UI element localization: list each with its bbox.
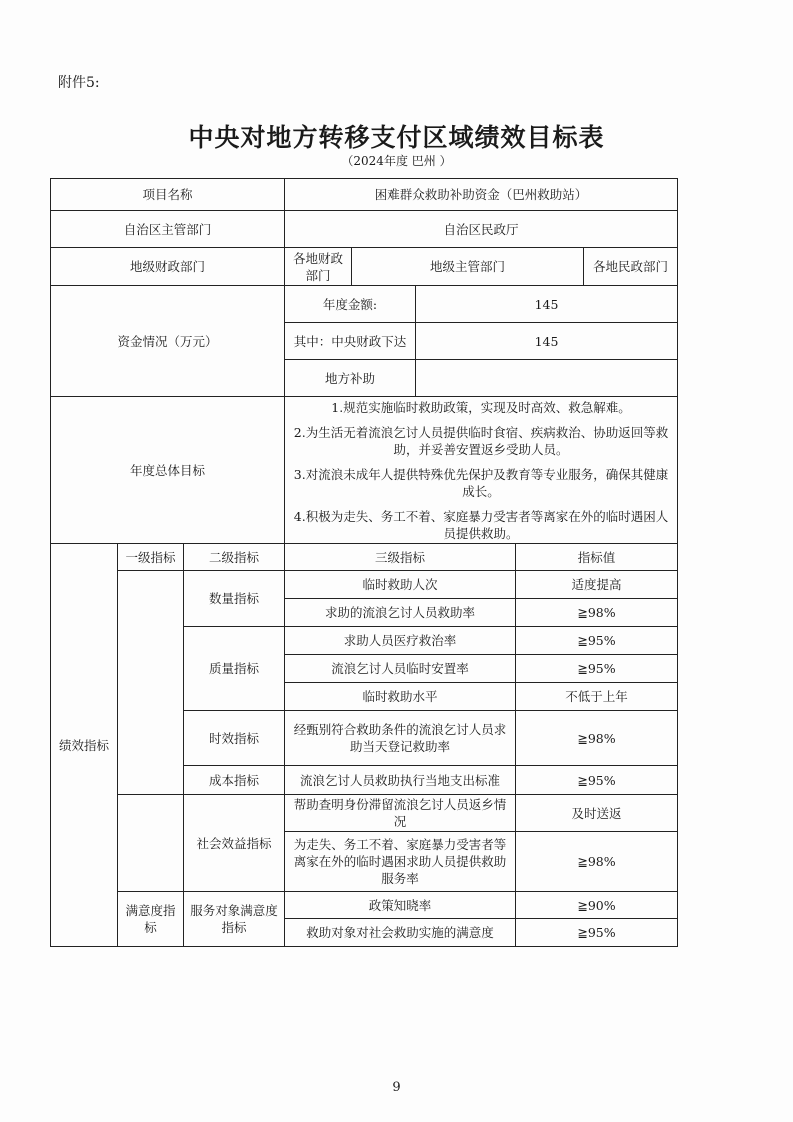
local-finance-label: 地级财政部门 [51, 248, 285, 286]
annual-amount-value: 145 [416, 286, 678, 323]
dept-value: 自治区民政厅 [285, 211, 678, 248]
group-social: 社会效益指标 [184, 795, 285, 892]
table-row-l3: 经甄别符合救助条件的流浪乞讨人员求助当天登记救助率 [285, 711, 516, 766]
table-row-value: 及时送返 [516, 795, 678, 832]
table-row-l3: 临时救助人次 [285, 571, 516, 599]
table-row-value: 适度提高 [516, 571, 678, 599]
group-quantity: 数量指标 [184, 571, 285, 627]
table-row-value: ≧95% [516, 655, 678, 683]
performance-table [50, 543, 678, 947]
table-row-l3: 流浪乞讨人员救助执行当地支出标准 [285, 766, 516, 795]
table-row-value: ≧98% [516, 832, 678, 892]
table-row-value: ≧90% [516, 892, 678, 919]
page-title: 中央对地方转移支付区域绩效目标表 [188, 123, 605, 152]
goal-item: 3.对流浪未成年人提供特殊优先保护及教育等专业服务，确保其健康成长。 [293, 466, 669, 499]
table-row-value: ≧95% [516, 627, 678, 655]
header-l1: 一级指标 [118, 544, 184, 571]
attachment-label: 附件5: [58, 75, 100, 91]
group-timeliness: 时效指标 [184, 711, 285, 766]
local-dept-label: 地级主管部门 [352, 248, 584, 286]
page-number: 9 [392, 1080, 401, 1095]
table-row-l3: 求助的流浪乞讨人员救助率 [285, 599, 516, 627]
annual-amount-label: 年度金额: [285, 286, 416, 323]
table-row-value: ≧98% [516, 599, 678, 627]
table-row-l3: 帮助查明身份滞留流浪乞讨人员返乡情况 [285, 795, 516, 832]
table-row-l3: 救助对象对社会救助实施的满意度 [285, 919, 516, 947]
table-row-value: ≧95% [516, 766, 678, 795]
goals-label: 年度总体目标 [51, 397, 285, 544]
header-l2: 二级指标 [184, 544, 285, 571]
table-row-value: 不低于上年 [516, 683, 678, 711]
table-row-l3: 为走失、务工不着、家庭暴力受害者等离家在外的临时遇困求助人员提供救助服务率 [285, 832, 516, 892]
local-finance-value: 各地财政部门 [285, 248, 352, 286]
goal-item: 1.规范实施临时救助政策，实现及时高效、救急解难。 [331, 399, 631, 415]
perf-label: 绩效指标 [51, 544, 118, 947]
table-row-l3: 流浪乞讨人员临时安置率 [285, 655, 516, 683]
project-name-value: 困难群众救助补助资金（巴州救助站） [285, 179, 678, 211]
project-name-label: 项目名称 [51, 179, 285, 211]
local-subsidy-value [416, 360, 678, 397]
l1-satisfaction: 满意度指标 [118, 892, 184, 947]
l1-output [118, 571, 184, 795]
central-amount-value: 145 [416, 323, 678, 360]
header-l3: 三级指标 [285, 544, 516, 571]
page-subtitle: （2024年度 巴州 ） [341, 154, 452, 168]
funds-label: 资金情况（万元） [51, 286, 285, 397]
goal-item: 4.积极为走失、务工不着、家庭暴力受害者等离家在外的临时遇困人员提供救助。 [293, 508, 669, 541]
local-subsidy-label: 地方补助 [285, 360, 416, 397]
info-table [50, 178, 678, 544]
group-satisfaction: 服务对象满意度指标 [184, 892, 285, 947]
table-row-l3: 政策知晓率 [285, 892, 516, 919]
dept-label: 自治区主管部门 [51, 211, 285, 248]
header-value: 指标值 [516, 544, 678, 571]
table-row-l3: 临时救助水平 [285, 683, 516, 711]
goal-item: 2.为生活无着流浪乞讨人员提供临时食宿、疾病救治、协助返回等救助，并妥善安置返乡受助人员。 [293, 424, 669, 457]
local-dept-value: 各地民政部门 [584, 248, 678, 286]
central-amount-label: 其中：中央财政下达 [285, 323, 416, 360]
group-quality: 质量指标 [184, 627, 285, 711]
goals-content [285, 397, 678, 544]
l1-effect [118, 795, 184, 892]
table-row-l3: 求助人员医疗救治率 [285, 627, 516, 655]
table-row-value: ≧98% [516, 711, 678, 766]
group-cost: 成本指标 [184, 766, 285, 795]
table-row-value: ≧95% [516, 919, 678, 947]
